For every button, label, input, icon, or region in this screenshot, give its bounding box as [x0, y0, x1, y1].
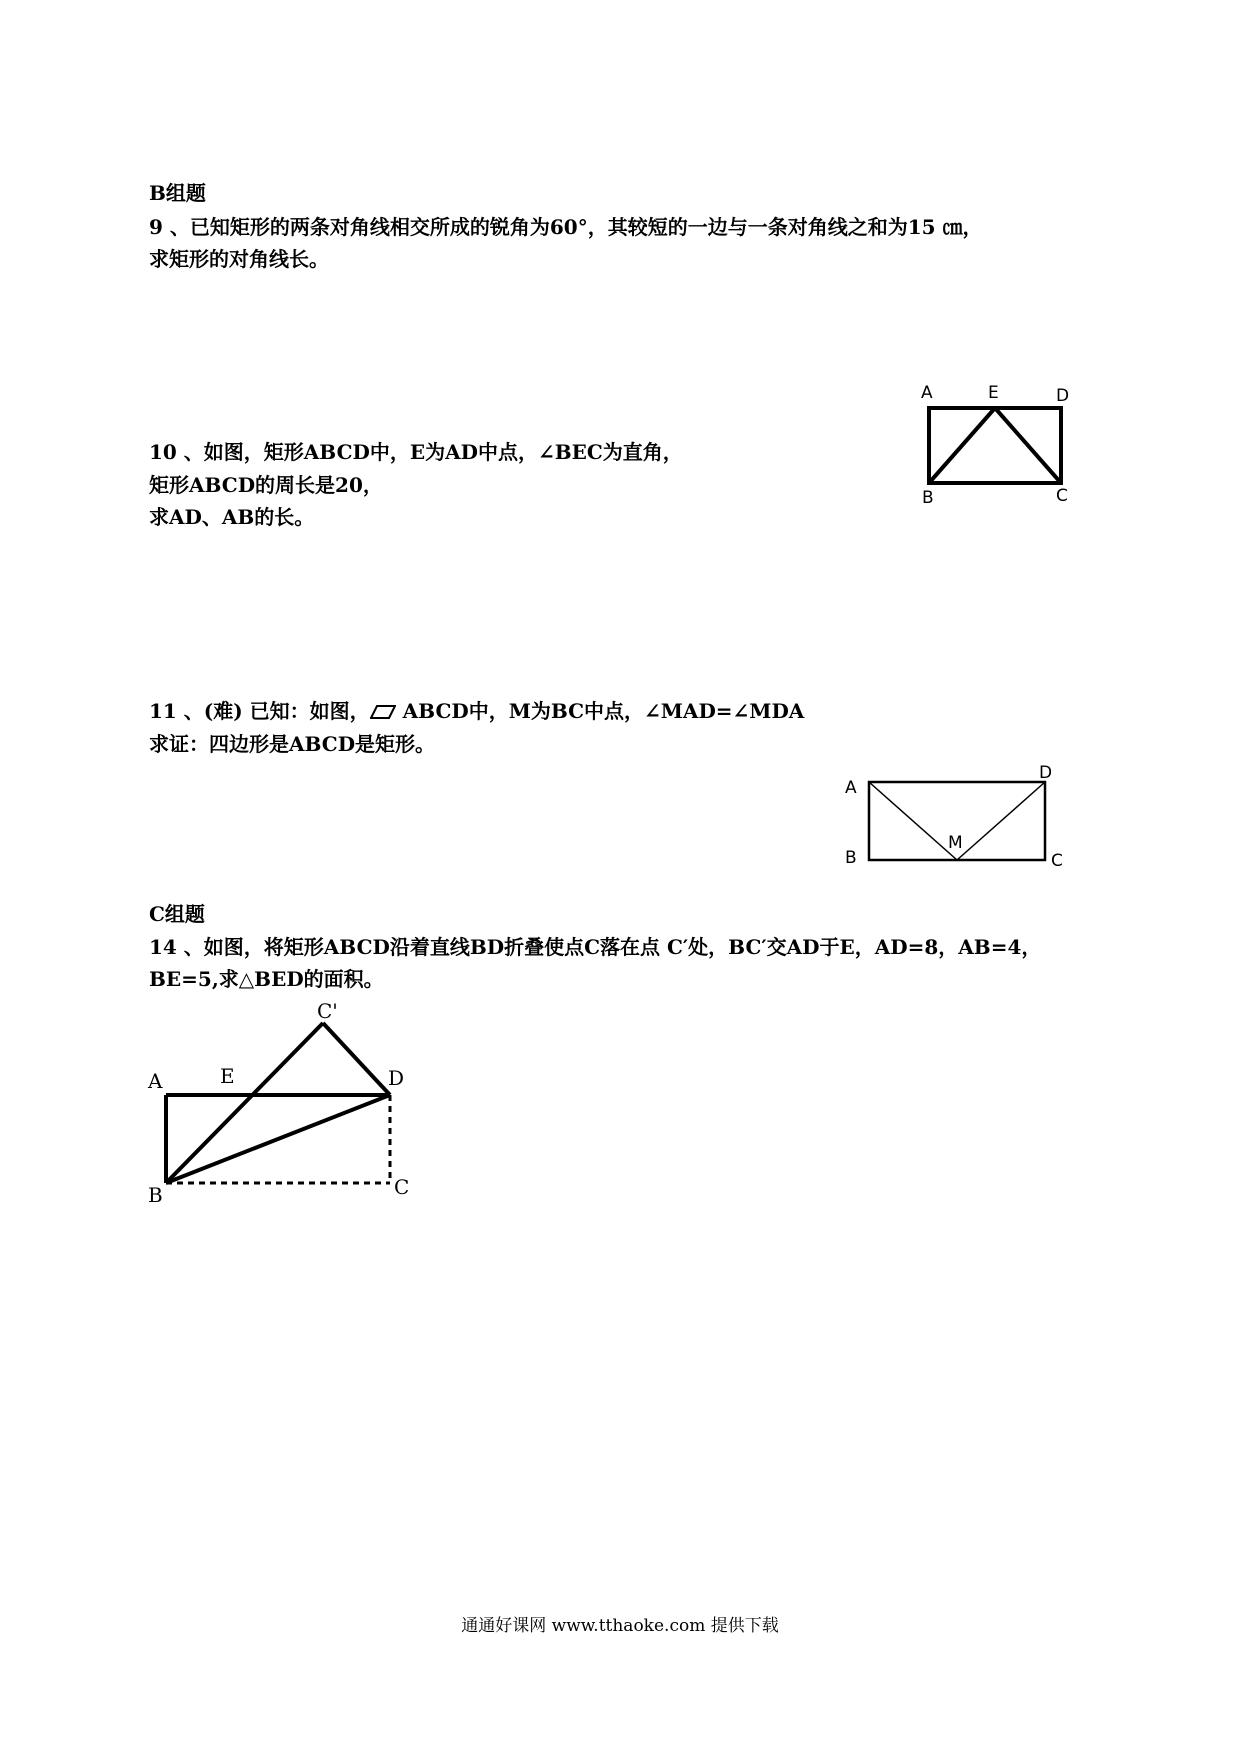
- parallelogram-icon: [370, 698, 396, 728]
- q10-label-e: E: [988, 383, 999, 403]
- q11-line-1-prefix: 11 、(难) 已知：如图，: [149, 699, 370, 723]
- q10-segment-be: [929, 408, 995, 483]
- q10-label-a: A: [921, 383, 933, 403]
- q11-segment-am: [869, 782, 957, 860]
- q14-line-1: 14 、如图，将矩形ABCD沿着直线BD折叠使点C落在点 C′处，BC′交AD于E，AD=8，AB=4，: [149, 935, 1042, 959]
- q14-line-2: BE=5,求△BED的面积。: [149, 967, 384, 991]
- q11-line-1: [149, 696, 804, 728]
- q11-label-d: D: [1039, 763, 1053, 783]
- q11-segment-dm: [957, 782, 1045, 860]
- q9-line-2: 求矩形的对角线长。: [149, 247, 329, 271]
- q14-label-c: C: [394, 1175, 410, 1199]
- q14-label-c-prime: C': [317, 999, 338, 1023]
- section-b-title: B组题: [149, 181, 206, 205]
- q11-line-1-suffix: ABCD中，M为BC中点，∠MAD=∠MDA: [395, 699, 805, 723]
- q10-figure: [915, 378, 1075, 513]
- q10-rectangle: [929, 408, 1061, 483]
- q11-line-2: 求证：四边形是ABCD是矩形。: [149, 732, 436, 756]
- q14-label-b: B: [148, 1183, 163, 1207]
- page-footer: 通通好课网 www.tthaoke.com 提供下载: [461, 1616, 779, 1636]
- q14-label-e: E: [220, 1064, 235, 1088]
- q9-line-1: 9 、已知矩形的两条对角线相交所成的锐角为60°，其较短的一边与一条对角线之和为15 ㎝，: [149, 215, 983, 239]
- q10-segment-ec: [995, 408, 1061, 483]
- q14-label-d: D: [388, 1066, 405, 1090]
- q11-label-m: M: [948, 833, 963, 853]
- q10-label-b: B: [922, 488, 934, 508]
- q11-label-b: B: [845, 848, 857, 868]
- q14-segment-c-prime-d: [323, 1023, 390, 1095]
- q14-segment-bc-prime: [166, 1023, 323, 1183]
- q11-figure: [835, 760, 1075, 870]
- section-c-title: C组题: [149, 902, 205, 926]
- q10-label-d: D: [1056, 386, 1070, 406]
- q11-label-c: C: [1051, 851, 1063, 871]
- q10-line-2: 矩形ABCD的周长是20，: [149, 473, 383, 497]
- q11-label-a: A: [845, 778, 857, 798]
- q14-figure: [140, 1000, 420, 1210]
- q14-label-a: A: [148, 1069, 163, 1093]
- q10-line-3: 求AD、AB的长。: [149, 505, 315, 529]
- q14-segment-bd: [166, 1095, 390, 1183]
- q10-line-1: 10 、如图，矩形ABCD中，E为AD中点，∠BEC为直角，: [149, 440, 683, 464]
- q10-label-c: C: [1056, 486, 1068, 506]
